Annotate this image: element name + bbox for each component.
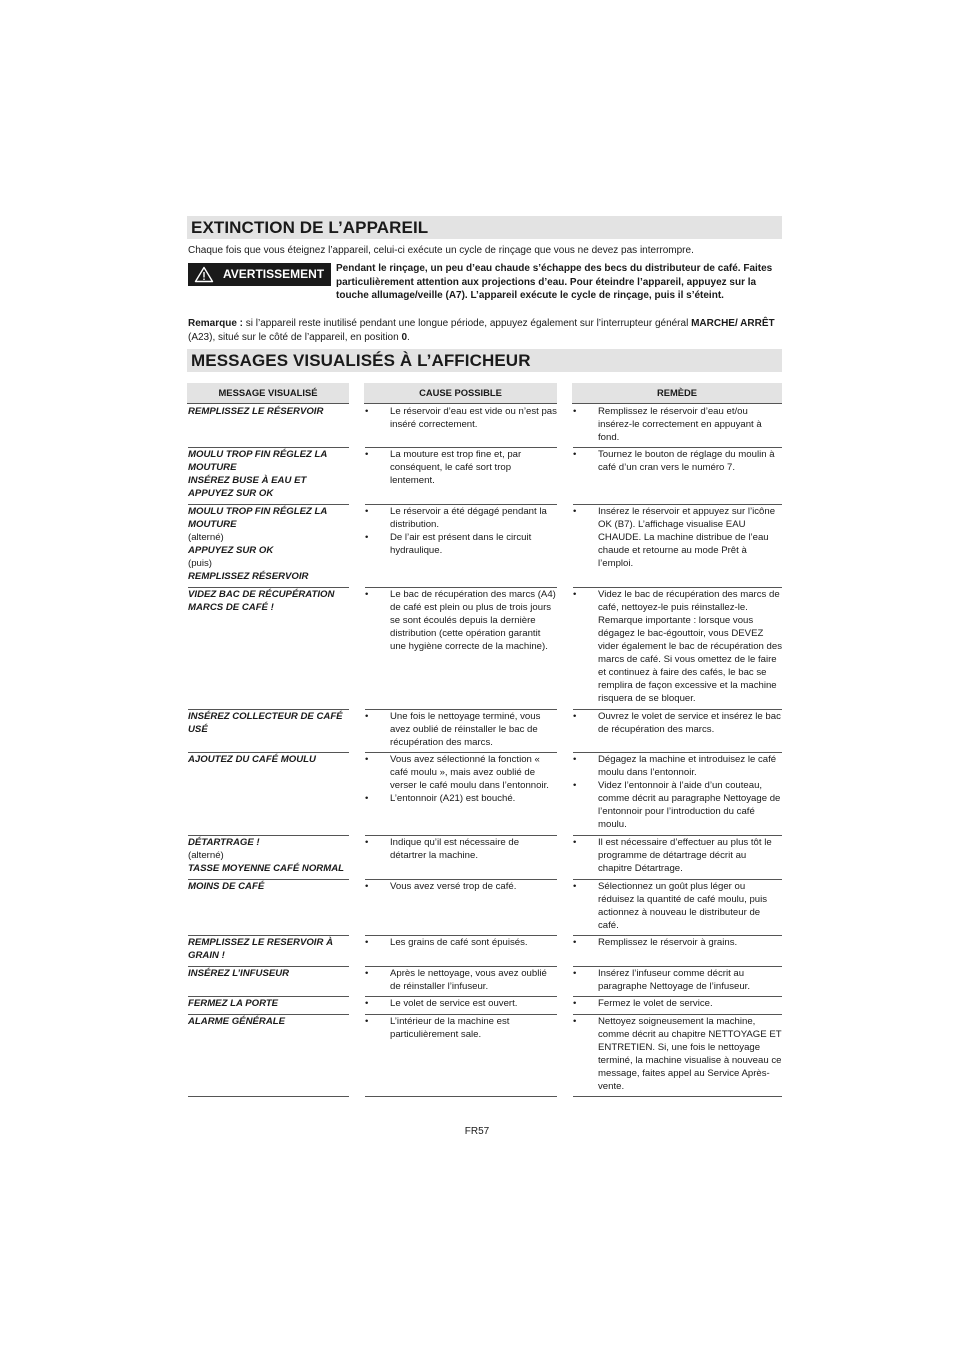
warning-triangle-icon xyxy=(194,266,214,283)
cause-item: • Les grains de café sont épuisés. xyxy=(365,936,557,949)
remedy-cell xyxy=(573,588,782,705)
remedy-cell xyxy=(573,753,782,831)
remedy-item: • Videz l’entonnoir à l’aide d’un couteau, comme décrit au paragraphe Nettoyage de l’entonnoir pour l’introduction du café moulu. xyxy=(573,779,782,831)
cause-cell xyxy=(365,448,557,487)
cause-item: • Une fois le nettoyage terminé, vous avez oublié de réinstaller le bac de récupération des marcs. xyxy=(365,710,557,749)
remark-paragraph xyxy=(188,317,782,344)
page-number: FR57 xyxy=(464,1126,490,1137)
cause-cell xyxy=(365,967,557,993)
header-cause: CAUSE POSSIBLE xyxy=(364,383,557,404)
header-remedy: REMÈDE xyxy=(572,383,782,404)
cause-cell xyxy=(365,997,557,1010)
message-cell xyxy=(188,448,349,500)
remedy-item: • Videz le bac de récupération des marcs de café, nettoyez-le puis réinstallez-le. Remarque importante : lorsque vous dégagez le bac-égouttoir, vous DEVEZ vider également le bac de récupération des marcs de café. Si vous omettez de le faire et continuez à faire des cafés, le bac se remplira de façon excessive et la machine risquera de se bloquer. xyxy=(573,588,782,705)
message-cell xyxy=(188,753,349,766)
display-message: INSÉREZ BUSE À EAU ET APPUYEZ SUR OK xyxy=(188,475,307,499)
cause-item: • Vous avez sélectionné la fonction « café moulu », mais avez oublié de verser le café moulu dans l’entonnoir. xyxy=(365,753,557,792)
cause-item: • Vous avez versé trop de café. xyxy=(365,880,557,893)
cause-cell xyxy=(365,936,557,949)
cause-cell xyxy=(365,1015,557,1041)
cause-item: • La mouture est trop fine et, par conséquent, le café sort trop lentement. xyxy=(365,448,557,487)
remedy-cell xyxy=(573,967,782,993)
warning-text: Pendant le rinçage, un peu d’eau chaude s’échappe des becs du distributeur de café. Faites particulièrement attention aux projections d’eau. Pour éteindre l’appareil, appuyez sur la touche allumage/veille (A7). L’appareil exécute le cycle de rinçage, puis il s’éteint. xyxy=(336,263,773,302)
warning-label: AVERTISSEMENT xyxy=(223,267,325,281)
display-message: REMPLISSEZ RÉSERVOIR xyxy=(188,571,309,582)
cause-item: • De l’air est présent dans le circuit hydraulique. xyxy=(365,531,557,557)
remedy-item: • Sélectionnez un goût plus léger ou réduisez la quantité de café moulu, puis actionnez à nouveau le distributeur de café. xyxy=(573,880,782,932)
display-message: ALARME GÉNÉRALE xyxy=(188,1016,286,1027)
intro-paragraph: Chaque fois que vous éteignez l’appareil, celui-ci exécute un cycle de rinçage que vous ne devez pas interrompre. xyxy=(188,245,694,256)
remedy-cell xyxy=(573,936,782,949)
message-cell xyxy=(188,997,349,1010)
message-note: (puis) xyxy=(188,558,212,569)
cause-cell xyxy=(365,710,557,749)
remark-text-e: . xyxy=(407,331,410,343)
display-message: VIDEZ BAC DE RÉCUPÉRATION MARCS DE CAFÉ ! xyxy=(188,589,335,613)
cause-cell xyxy=(365,588,557,653)
display-message: INSÉREZ L’INFUSEUR xyxy=(188,968,290,979)
display-message: MOULU TROP FIN RÉGLEZ LA MOUTURE xyxy=(188,449,327,473)
remedy-item: • Tournez le bouton de réglage du moulin à café d’un cran vers le numéro 7. xyxy=(573,448,782,474)
remedy-item: • Remplissez le réservoir d’eau et/ou insérez-le correctement en appuyant à fond. xyxy=(573,405,782,444)
display-message: TASSE MOYENNE CAFÉ NORMAL xyxy=(188,863,344,874)
remedy-cell xyxy=(573,880,782,932)
remedy-cell xyxy=(573,1015,782,1093)
remedy-item: • Insérez le réservoir et appuyez sur l’icône OK (B7). L’affichage visualise EAU CHAUDE. La machine distribue de l’eau chaude et retourne au mode Prêt à l’emploi. xyxy=(573,505,782,570)
remedy-item: • Fermez le volet de service. xyxy=(573,997,782,1010)
header-message: MESSAGE VISUALISÉ xyxy=(187,383,349,404)
cause-item: • Le réservoir d’eau est vide ou n’est pas inséré correctement. xyxy=(365,405,557,431)
message-cell xyxy=(188,505,349,583)
row-divider xyxy=(365,1096,557,1097)
display-message: FERMEZ LA PORTE xyxy=(188,998,279,1009)
remark-text-c: (A23), situé sur le côté de l’appareil, en position xyxy=(188,331,402,343)
cause-item: • Après le nettoyage, vous avez oublié de réinstaller l’infuseur. xyxy=(365,967,557,993)
message-cell xyxy=(188,710,349,736)
display-message: DÉTARTRAGE ! xyxy=(188,837,260,848)
remark-position: 0 xyxy=(401,331,408,343)
cause-item: • L’intérieur de la machine est particulièrement sale. xyxy=(365,1015,557,1041)
message-note: (alterné) xyxy=(188,850,224,861)
row-divider xyxy=(188,1096,349,1097)
remark-switch-name: MARCHE/ ARRÊT xyxy=(691,318,775,329)
cause-item: • Le volet de service est ouvert. xyxy=(365,997,557,1010)
cause-item: • Le réservoir a été dégagé pendant la distribution. xyxy=(365,505,557,531)
display-message: MOINS DE CAFÉ xyxy=(188,881,265,892)
message-cell xyxy=(188,1015,349,1028)
cause-item: • Indique qu’il est nécessaire de détartrer la machine. xyxy=(365,836,557,862)
message-cell xyxy=(188,967,349,980)
remedy-cell xyxy=(573,505,782,570)
cause-cell xyxy=(365,505,557,557)
remedy-cell xyxy=(573,405,782,444)
cause-cell xyxy=(365,405,557,431)
display-message: AJOUTEZ DU CAFÉ MOULU xyxy=(188,754,316,765)
remedy-cell xyxy=(573,710,782,736)
remedy-item: • Ouvrez le volet de service et insérez le bac de récupération des marcs. xyxy=(573,710,782,736)
display-message: APPUYEZ SUR OK xyxy=(188,545,274,556)
cause-item: • Le bac de récupération des marcs (A4) de café est plein ou plus de trois jours se sont écoulés depuis la dernière distribution (cette opération garantit une hygiène correcte de la machine). xyxy=(365,588,557,653)
message-cell xyxy=(188,836,349,875)
cause-cell xyxy=(365,753,557,805)
remedy-cell xyxy=(573,997,782,1010)
display-message: MOULU TROP FIN RÉGLEZ LA MOUTURE xyxy=(188,506,327,530)
message-cell xyxy=(188,588,349,614)
remedy-cell xyxy=(573,836,782,875)
display-message: REMPLISSEZ LE RESERVOIR À GRAIN ! xyxy=(188,937,333,961)
section-title-extinction: EXTINCTION DE L’APPAREIL xyxy=(187,216,782,239)
section-title-messages: MESSAGES VISUALISÉS À L’AFFICHEUR xyxy=(187,349,782,372)
remedy-item: • Remplissez le réservoir à grains. xyxy=(573,936,782,949)
message-cell xyxy=(188,880,349,893)
message-note: (alterné) xyxy=(188,532,224,543)
remedy-item: • Nettoyez soigneusement la machine, comme décrit au chapitre NETTOYAGE ET ENTRETIEN. Si, une fois le nettoyage terminé, la machine visualise à nouveau ce message, faites appel au Service Après-vente. xyxy=(573,1015,782,1093)
remark-text-a: si l’appareil reste inutilisé pendant une longue période, appuyez également sur l’interrupteur général xyxy=(243,318,692,329)
warning-badge xyxy=(188,263,331,286)
message-cell xyxy=(188,936,349,962)
remedy-item: • Dégagez la machine et introduisez le café moulu dans l’entonnoir. xyxy=(573,753,782,779)
remedy-item: • Insérez l’infuseur comme décrit au paragraphe Nettoyage de l’infuseur. xyxy=(573,967,782,993)
cause-item: • L’entonnoir (A21) est bouché. xyxy=(365,792,557,805)
remark-label: Remarque : xyxy=(188,318,244,329)
display-message: INSÉREZ COLLECTEUR DE CAFÉ USÉ xyxy=(188,711,343,735)
cause-cell xyxy=(365,836,557,862)
remedy-item: • Il est nécessaire d’effectuer au plus tôt le programme de détartrage décrit au chapitre Détartrage. xyxy=(573,836,782,875)
remedy-cell xyxy=(573,448,782,474)
message-cell xyxy=(188,405,349,418)
cause-cell xyxy=(365,880,557,893)
row-divider xyxy=(573,1096,782,1097)
display-message: REMPLISSEZ LE RÉSERVOIR xyxy=(188,406,324,417)
